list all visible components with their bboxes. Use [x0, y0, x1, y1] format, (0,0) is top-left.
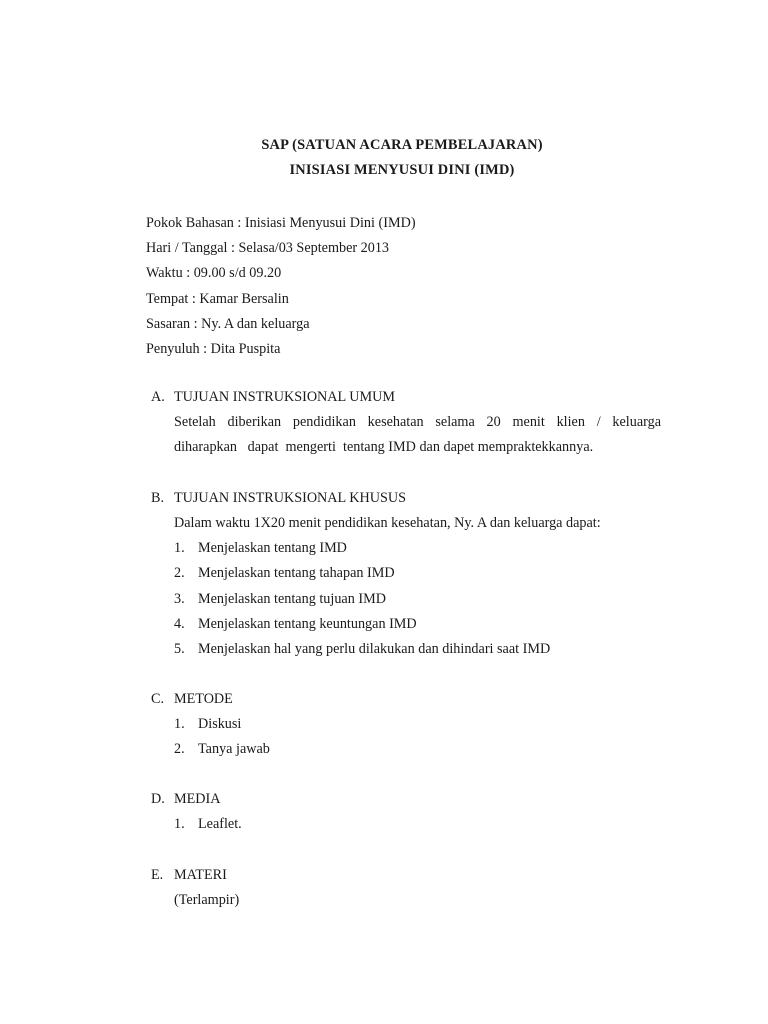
list-text: Leaflet. — [198, 816, 242, 832]
list-item — [174, 737, 661, 762]
media-list — [174, 812, 661, 837]
section-heading-text: TUJUAN INSTRUKSIONAL KHUSUS — [174, 490, 407, 506]
section-method — [151, 687, 661, 762]
section-heading — [151, 863, 661, 888]
list-text: Tanya jawab — [198, 741, 270, 758]
info-time: Waktu : 09.00 s/d 09.20 — [146, 265, 282, 282]
section-letter: E. — [151, 867, 164, 883]
list-item — [174, 587, 661, 612]
info-instructor: Penyuluh : Dita Puspita — [146, 341, 281, 358]
section-paragraph — [174, 410, 661, 460]
section-letter: A. — [151, 389, 165, 405]
section-heading-text: MEDIA — [174, 791, 221, 807]
list-text: Menjelaskan tentang keuntungan IMD — [198, 615, 417, 632]
section-heading-text: MATERI — [174, 867, 227, 883]
section-heading — [151, 787, 661, 812]
section-letter: D. — [151, 791, 165, 807]
list-text: Diskusi — [198, 716, 242, 732]
info-place: Tempat : Kamar Bersalin — [146, 290, 289, 307]
section-media — [151, 787, 661, 837]
paragraph-line: Setelah diberikan pendidikan kesehatan selama 20 menit klien / keluarga — [174, 414, 661, 430]
method-list — [174, 712, 661, 762]
info-date: Hari / Tanggal : Selasa/03 September 2013 — [146, 240, 390, 257]
list-item — [174, 561, 661, 586]
document-subtitle: INISIASI MENYUSUI DINI (IMD) — [289, 162, 515, 178]
list-text: Menjelaskan tentang IMD — [198, 540, 347, 557]
list-number: 1. — [174, 816, 185, 832]
list-item — [174, 612, 661, 637]
section-letter: B. — [151, 490, 165, 506]
list-item — [174, 536, 661, 561]
list-item — [174, 637, 661, 662]
list-text: Menjelaskan tentang tujuan IMD — [198, 590, 386, 607]
section-body — [174, 511, 661, 662]
section-heading-text: TUJUAN INSTRUKSIONAL UMUM — [174, 389, 395, 405]
section-heading — [151, 385, 661, 410]
section-intro: Dalam waktu 1X20 menit pendidikan kesehatan, Ny. A dan keluarga dapat: — [174, 515, 601, 531]
list-text: Menjelaskan hal yang perlu dilakukan dan dihindari saat IMD — [198, 640, 551, 657]
section-heading-text: METODE — [174, 691, 233, 707]
list-item — [174, 712, 661, 737]
document-title: SAP (SATUAN ACARA PEMBELAJARAN) — [261, 137, 543, 153]
list-number: 1. — [174, 716, 185, 732]
list-number: 2. — [174, 741, 185, 758]
list-number: 4. — [174, 615, 185, 632]
info-target: Sasaran : Ny. A dan keluarga — [146, 315, 310, 332]
section-heading — [151, 486, 661, 511]
section-specific-objective — [151, 486, 661, 662]
list-item — [174, 812, 661, 837]
list-text: Menjelaskan tentang tahapan IMD — [198, 565, 395, 582]
list-number: 5. — [174, 640, 185, 657]
section-heading — [151, 687, 661, 712]
section-general-objective — [151, 385, 661, 460]
list-number: 2. — [174, 565, 185, 582]
info-topic: Pokok Bahasan : Inisiasi Menyusui Dini (IMD) — [146, 215, 416, 231]
session-info — [146, 211, 416, 362]
section-material — [151, 863, 661, 913]
paragraph-line: diharapkan dapat mengerti tentang IMD dan dapet mempraktekkannya. — [174, 439, 594, 456]
section-letter: C. — [151, 691, 165, 707]
list-number: 1. — [174, 540, 185, 557]
list-number: 3. — [174, 590, 185, 607]
objective-list — [174, 536, 661, 662]
section-note: (Terlampir) — [174, 892, 240, 908]
